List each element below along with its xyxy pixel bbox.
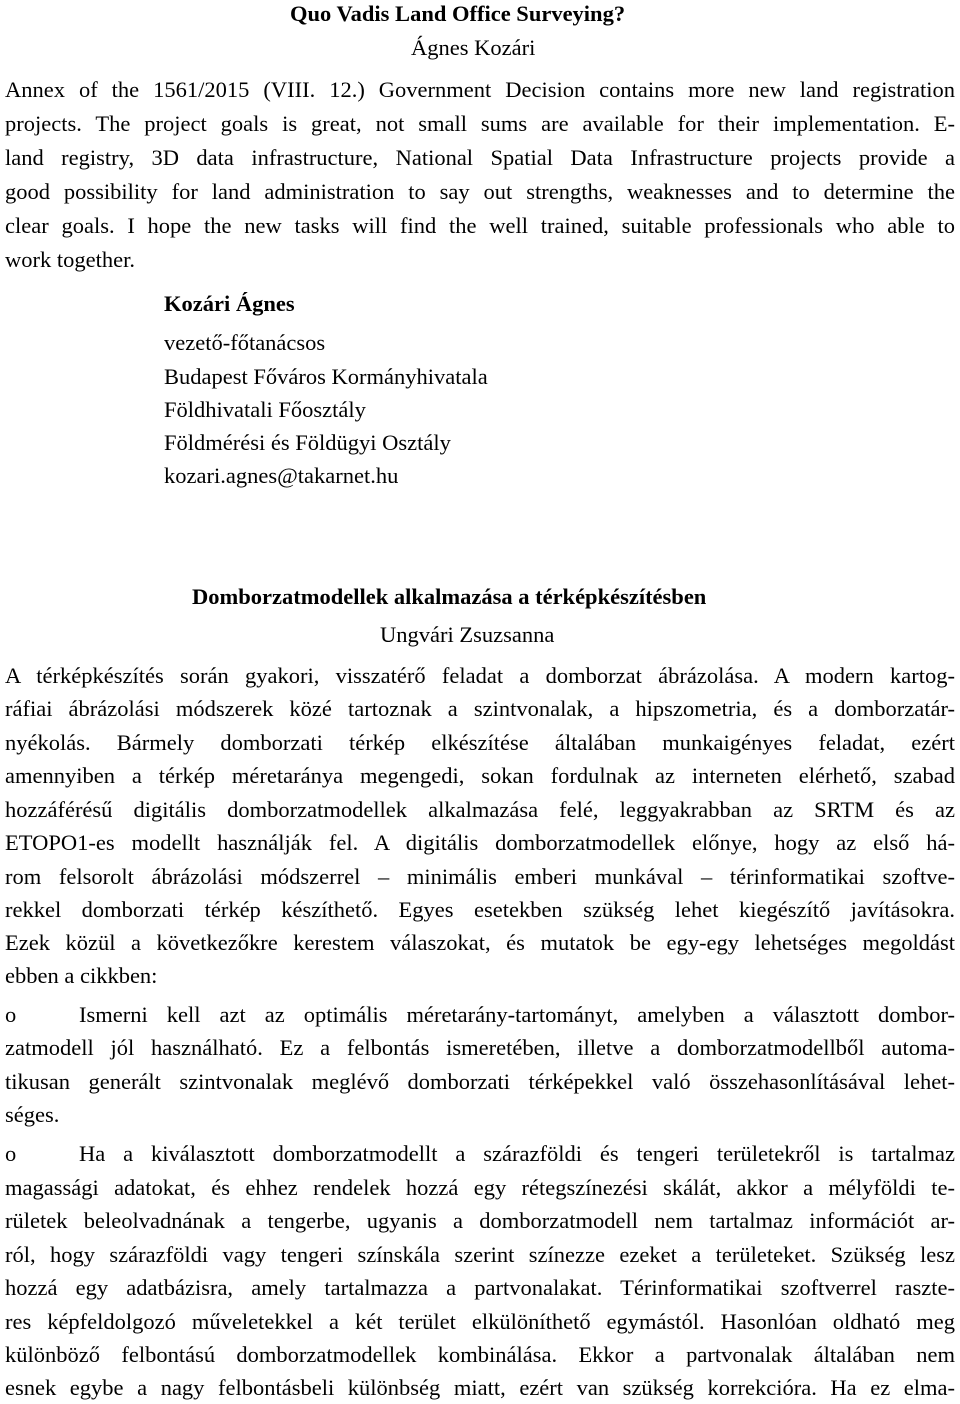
contact-line: Budapest Főváros Kormányhivatala bbox=[164, 364, 488, 389]
body-line: rekkel domborzati térkép készíthető. Egyes esetekben szükség lehet kiegészítő javításokra. bbox=[5, 897, 955, 922]
list-bullet: o bbox=[5, 1141, 17, 1166]
article2-author: Ungvári Zsuzsanna bbox=[380, 622, 555, 647]
body-line: nyékolás. Bármely domborzati térkép elkészítése általában munkaigényes feladat, ezért bbox=[5, 730, 955, 755]
abstract-line: work together. bbox=[5, 247, 135, 272]
body-line: A térképkészítés során gyakori, visszatérő feladat a domborzat ábrázolása. A modern kartog- bbox=[5, 663, 955, 688]
article1-title: Quo Vadis Land Office Surveying? bbox=[290, 1, 626, 26]
body-line: Ezek közül a következőkre kerestem válaszokat, és mutatok be egy-egy lehetséges megoldást bbox=[5, 930, 955, 955]
list-bullet: o bbox=[5, 1002, 17, 1027]
list-item-line: res képfeldolgozó műveletekkel a két terület elkülöníthető egymástól. Hasonlóan oldható meg bbox=[5, 1309, 955, 1334]
list-item-line: különböző felbontású domborzatmodellek kombinálása. Ekkor a partvonalak általában nem bbox=[5, 1342, 955, 1367]
body-line: ebben a cikkben: bbox=[5, 963, 158, 988]
article2-title: Domborzatmodellek alkalmazása a térképkészítésben bbox=[192, 584, 707, 609]
list-item-line: séges. bbox=[5, 1102, 60, 1127]
article1-author: Ágnes Kozári bbox=[411, 35, 536, 60]
abstract-line: Annex of the 1561/2015 (VIII. 12.) Government Decision contains more new land registration bbox=[5, 77, 955, 102]
body-line: ráfiai ábrázolási módszerek közé tartoznak a szintvonalak, a hipszometria, és a domborzatár- bbox=[5, 696, 955, 721]
list-item-first-line: Ismerni kell azt az optimális méretarány-tartományt, amelyben a választott dombor- bbox=[79, 1002, 955, 1027]
list-item-line: tikusan generált szintvonalak meglévő domborzati térképekkel való összehasonlításával lehet- bbox=[5, 1069, 955, 1094]
body-line: hozzáférésű digitális domborzatmodellek alkalmazása felé, leggyakrabban az SRTM és az bbox=[5, 797, 955, 822]
contact-line: Földmérési és Földügyi Osztály bbox=[164, 430, 451, 455]
contact-line: vezető-főtanácsos bbox=[164, 330, 326, 355]
abstract-line: clear goals. I hope the new tasks will find the well trained, suitable professionals who able to bbox=[5, 213, 955, 238]
contact-email: kozari.agnes@takarnet.hu bbox=[164, 463, 399, 488]
abstract-line: good possibility for land administration to say out strengths, weaknesses and to determine the bbox=[5, 179, 955, 204]
list-item-line: ról, hogy szárazföldi vagy tengeri színskála szerint színezze ezeket a területeket. Szükség lesz bbox=[5, 1242, 955, 1267]
list-item-line: rületek beleolvadnának a tengerbe, ugyanis a domborzatmodell nem tartalmaz információt ar- bbox=[5, 1208, 955, 1233]
abstract-line: projects. The project goals is great, not small sums are available for their implementation. E- bbox=[5, 111, 955, 136]
abstract-line: land registry, 3D data infrastructure, National Spatial Data Infrastructure projects provide a bbox=[5, 145, 955, 170]
list-item-line: esnek egybe a nagy felbontásbeli különbség miatt, ezért van szükség korrekcióra. Ha ez elma- bbox=[5, 1375, 955, 1400]
list-item-line: magassági adatokat, és ehhez rendelek hozzá egy rétegszínezési skálát, akkor a mélyföldi te- bbox=[5, 1175, 955, 1200]
list-item-first-line: Ha a kiválasztott domborzatmodellt a szárazföldi és tengeri területekről is tartalmaz bbox=[79, 1141, 955, 1166]
contact-name: Kozári Ágnes bbox=[164, 291, 295, 316]
body-line: amennyiben a térkép méretaránya megengedi, sokan fordulnak az interneten elérhető, szabad bbox=[5, 763, 955, 788]
list-item-line: zatmodell jól használható. Ez a felbontás ismeretében, illetve a domborzatmodellből automa- bbox=[5, 1035, 955, 1060]
contact-line: Földhivatali Főosztály bbox=[164, 397, 366, 422]
body-line: rom felsorolt ábrázolási módszerrel – minimális emberi munkával – térinformatikai szoftve- bbox=[5, 864, 955, 889]
body-line: ETOPO1-es modellt használják fel. A digitális domborzatmodellek előnye, hogy az első há- bbox=[5, 830, 955, 855]
list-item-line: hozzá egy adatbázisra, amely tartalmazza a partvonalakat. Térinformatikai szoftverrel raszte- bbox=[5, 1275, 955, 1300]
